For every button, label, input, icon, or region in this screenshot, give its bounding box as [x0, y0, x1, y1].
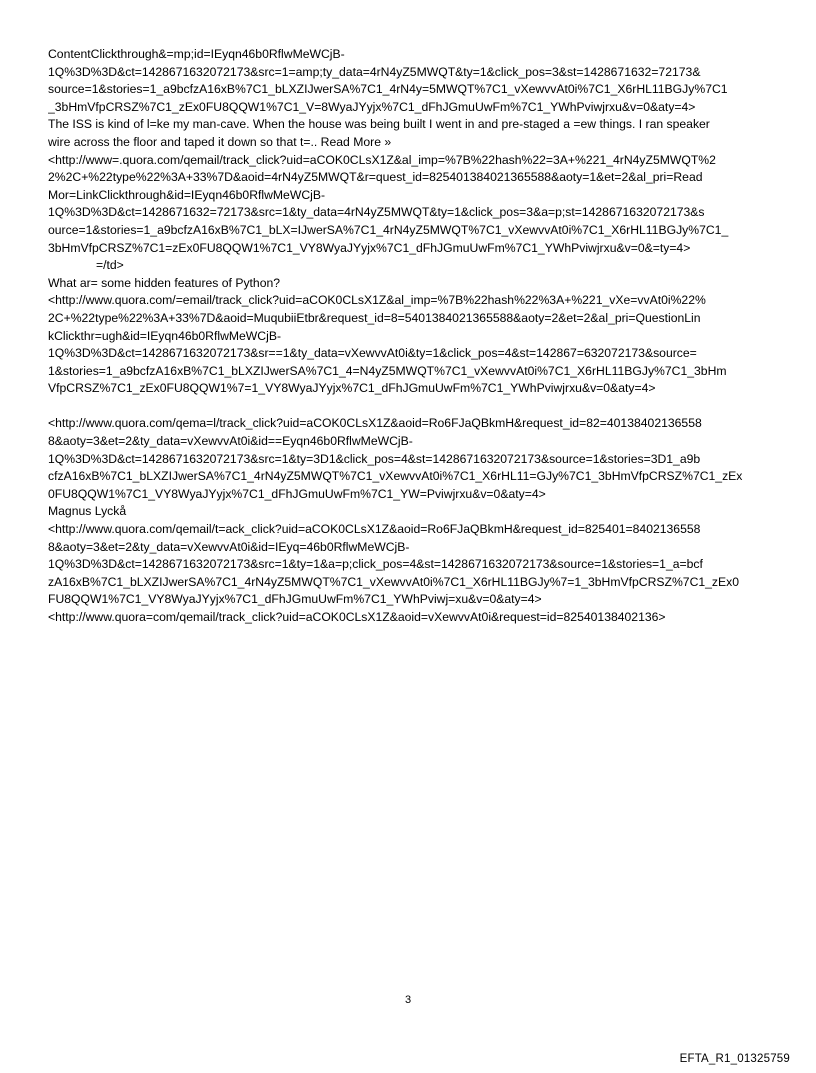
- text-line-indented: =/td>: [96, 258, 124, 273]
- text-line: 1Q%3D%3D&ct=1428671632072173&src=1=amp;ty_data=4rN4yZ5MWQT&ty=1&click_pos=3&st=1428671632=72173&: [48, 64, 701, 79]
- document-body: [48, 46, 776, 627]
- text-line: VfpCRSZ%7C1_zEx0FU8QQW1%7=1_VY8WyaJYyjx%7C1_dFhJGmuUwFm%7C1_YWhPviwjrxu&v=0&aty=4>: [48, 381, 656, 396]
- text-line: 1&stories=1_a9bcfzA16xB%7C1_bLXZIJwerSA%7C1_4=N4yZ5MWQT%7C1_vXewvvAt0i%7C1_X6rHL11BGJy%7C1_3bHm: [48, 363, 727, 378]
- text-line: 0FU8QQW1%7C1_VY8WyaJYyjx%7C1_dFhJGmuUwFm%7C1_YW=Pviwjrxu&v=0&aty=4>: [48, 486, 546, 501]
- text-line: cfzA16xB%7C1_bLXZIJwerSA%7C1_4rN4yZ5MWQT%7C1_vXewvvAt0i%7C1_X6rHL11=GJy%7C1_3bHmVfpCRSZ%7C1_zEx: [48, 469, 743, 484]
- text-line: <http://www.quora.com/qemail/t=ack_click?uid=aCOK0CLsX1Z&aoid=Ro6FJaQBkmH&request_id=825401=8402136558: [48, 522, 701, 537]
- text-line: 2C+%22type%22%3A+33%7D&aoid=MuqubiiEtbr&request_id=8=5401384021365588&aoty=2&et=2&al_pri=QuestionLin: [48, 310, 701, 325]
- text-line: 3bHmVfpCRSZ%7C1=zEx0FU8QQW1%7C1_VY8WyaJYyjx%7C1_dFhJGmuUwFm%7C1_YWhPviwjrxu&v=0&=ty=4>: [48, 240, 691, 255]
- text-line: ource=1&stories=1_a9bcfzA16xB%7C1_bLX=IJwerSA%7C1_4rN4yZ5MWQT%7C1_vXewvvAt0i%7C1_X6rHL11BGJy%7C1_: [48, 222, 729, 237]
- text-line: What ar= some hidden features of Python?: [48, 275, 281, 290]
- text-line: 1Q%3D%3D&ct=1428671632072173&sr==1&ty_data=vXewvvAt0i&ty=1&click_pos=4&st=142867=632072173&source=: [48, 346, 697, 361]
- text-line: source=1&stories=1_a9bcfzA16xB%7C1_bLXZIJwerSA%7C1_4rN4y=5MWQT%7C1_vXewvvAt0i%7C1_X6rHL11BGJy%7C1: [48, 82, 728, 97]
- text-line: 1Q%3D%3D&ct=1428671632072173&src=1&ty=3D1&click_pos=4&st=1428671632072173&source=1&stories=3D1_a9b: [48, 451, 701, 466]
- text-line: kClickthr=ugh&id=IEyqn46b0RflwMeWCjB-: [48, 328, 282, 343]
- text-line: Mor=LinkClickthrough&id=IEyqn46b0RflwMeWCjB-: [48, 187, 326, 202]
- text-line: _3bHmVfpCRSZ%7C1_zEx0FU8QQW1%7C1_V=8WyaJYyjx%7C1_dFhJGmuUwFm%7C1_YWhPviwjrxu&v=0&aty=4>: [48, 99, 696, 114]
- blank-line: [48, 398, 776, 416]
- text-line: 8&aoty=3&et=2&ty_data=vXewvvAt0i&id=IEyq=46b0RflwMeWCjB-: [48, 539, 410, 554]
- document-id-footer: EFTA_R1_01325759: [679, 1053, 790, 1065]
- text-line: <http://www.quora.com/=email/track_click?uid=aCOK0CLsX1Z&al_imp=%7B%22hash%22%3A+%221_vXe=vvAt0i%22%: [48, 293, 706, 308]
- text-line: <http://www.quora.com/qema=l/track_click?uid=aCOK0CLsX1Z&aoid=Ro6FJaQBkmH&request_id=82=40138402136558: [48, 416, 702, 431]
- text-line: zA16xB%7C1_bLXZIJwerSA%7C1_4rN4yZ5MWQT%7C1_vXewvvAt0i%7C1_X6rHL11BGJy%7=1_3bHmVfpCRSZ%7C1_zEx0: [48, 574, 740, 589]
- text-line: 8&aoty=3&et=2&ty_data=vXewvvAt0i&id==Eyqn46b0RflwMeWCjB-: [48, 434, 413, 449]
- page-number: 3: [404, 994, 412, 1006]
- text-line: 1Q%3D%3D&ct=1428671632=72173&src=1&ty_data=4rN4yZ5MWQT&ty=1&click_pos=3&a=p;st=1428671632072173&s: [48, 205, 705, 220]
- text-line: 2%2C+%22type%22%3A+33%7D&aoid=4rN4yZ5MWQT&r=quest_id=825401384021365588&aoty=1&et=2&al_pri=Read: [48, 170, 703, 185]
- text-line: <http://www.quora=com/qemail/track_click?uid=aCOK0CLsX1Z&aoid=vXewvvAt0i&request=id=82540138402136>: [48, 610, 666, 624]
- text-line: wire across the floor and taped it down so that t=.. Read More »: [48, 134, 392, 149]
- text-line: FU8QQW1%7C1_VY8WyaJYyjx%7C1_dFhJGmuUwFm%7C1_YWhPviwj=xu&v=0&aty=4>: [48, 592, 542, 607]
- text-line: ContentClickthrough&=mp;id=IEyqn46b0RflwMeWCjB-: [48, 47, 345, 61]
- text-line: The ISS is kind of l=ke my man-cave. When the house was being built I went in and pre-staged a =ew things. I ran speaker: [48, 117, 710, 132]
- text-line: <http://www=.quora.com/qemail/track_click?uid=aCOK0CLsX1Z&al_imp=%7B%22hash%22=3A+%221_4rN4yZ5MWQT%2: [48, 152, 716, 167]
- text-line: 1Q%3D%3D&ct=1428671632072173&src=1&ty=1&a=p;click_pos=4&st=1428671632072173&source=1&stories=1_a=bcf: [48, 557, 703, 572]
- author-name: Magnus Lyckå: [48, 504, 127, 519]
